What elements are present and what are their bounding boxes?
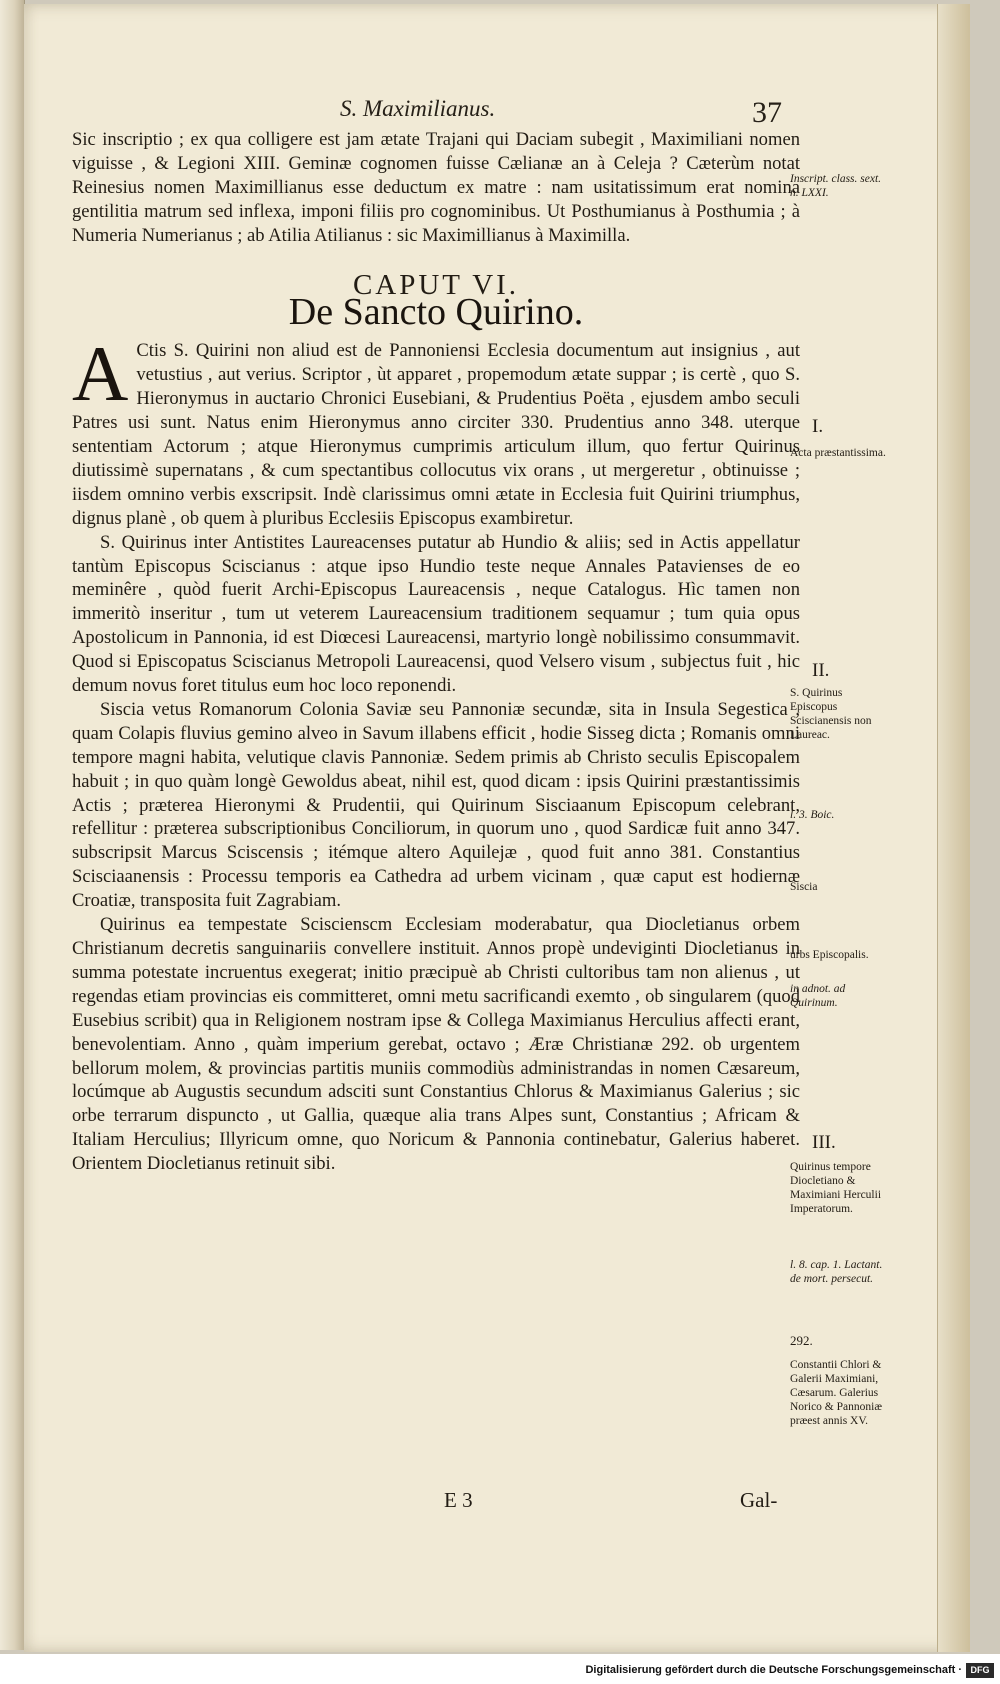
dfg-logo: DFG bbox=[966, 1663, 994, 1678]
section-number-3: III. bbox=[812, 1132, 836, 1153]
section-number-1: I. bbox=[812, 416, 824, 437]
page-number: 37 bbox=[752, 96, 782, 129]
paragraph-2: S. Quirinus inter Antistites Laureacenses putatur ab Hundio & aliis; sed in Actis appellatur tantùm Episcopus Sciscianus : atque ipso Hundio teste neque Annales Patavienses de eo meminêre , quòd fuerit Archi-Episcopus Laureacensis , neque Catalogus. Hìc tamen non immeritò inseritur , tum ut veterem Laureacensium traditionem sequamur ; tum quia opus Apostolicum in Pannonia, id est Diœcesi Laureacensi, martyrio longè nobilissimo consummavit. Quod si Episcopatus Sciscianus Metropoli Laureacensi, quod Velsero visum , subjectus fuit , hic demum novus foret titulus eum hoc loco reponendi. bbox=[72, 531, 800, 697]
signature-mark: E 3 bbox=[444, 1488, 473, 1512]
chapter-number: CAPUT VI. bbox=[352, 268, 520, 301]
margin-note-urbs: urbs Episcopalis. bbox=[790, 949, 869, 961]
margin-note-diocletian: Quirinus tempore Diocletiano & Maximiani Herculii Imperatorum. bbox=[790, 1161, 882, 1215]
credit-bar bbox=[0, 1654, 1000, 1684]
page-edge bbox=[937, 4, 970, 1652]
book-spine bbox=[0, 0, 25, 1650]
catchword: Gal- bbox=[740, 1488, 778, 1512]
main-text bbox=[72, 128, 800, 1176]
margin-note-quirinus: S. Quirinus Episcopus Sciscianensis non Laureac. bbox=[790, 687, 872, 741]
margin-note-year: 292. bbox=[790, 1333, 813, 1348]
paragraph-1 bbox=[72, 330, 800, 530]
credit-text: Digitalisierung gefördert durch die Deutsche Forschungsgemeinschaft · bbox=[585, 1664, 962, 1676]
intro-paragraph: Sic inscriptio ; ex qua colligere est jam ætate Trajani qui Daciam subegit , Maximiliani nomen viguisse , & Legioni XIII. Geminæ cognomen fuisse Cælianæ an à Celeja ? Cæterùm notat Reinesius nomen Maximillianus esse deductum ex matre : nam usitatissimum erat nomina gentilitia matrum sed inflexa, imponi filiis pro cognominibus. Ut Posthumianus à Posthumia ; à Numeria Numerianus ; ab Atilia Atilianus : sic Maximillianus à Maximilla. bbox=[72, 129, 800, 246]
margin-note-lactant: l. 8. cap. 1. Lactant. de mort. persecut. bbox=[790, 1259, 883, 1285]
margin-note-inscript: Inscript. class. sext. n. LXXI. bbox=[790, 173, 882, 199]
margin-note-siscia: Siscia bbox=[790, 881, 818, 893]
paragraph-3: Siscia vetus Romanorum Colonia Saviæ seu Pannoniæ secundæ, sita in Insula Segestica , quam Colapis fluvius gemino alveo in Savum illabens efficit , hodie Sisseg dicta ; Romanis omni tempore magni habita, velutique clavis Pannoniæ. Sedem primis ab Christo seculis Episcopalem habuit ; in quo quàm longè Gewoldus abeat, nihil est, quod dicam : ipsis Quirini præstantissimis Actis ; præterea Hieronymi & Prudentii, qui Quirinum Sisciaanum Episcopum celebrant, refellitur : præterea subscriptionibus Conciliorum, in quorum uno , quod Sardicæ fuit anno 347. subscripsit Marcus Sciscensis ; itémque altero Aquilejæ , quod fuit anno 381. Constantius Scisciaanensis : Processu temporis ea Cathedra ad urbem vicinam , quæ caput est hodiernæ Croatiæ, transposita fuit Zagrabiam. bbox=[72, 698, 800, 912]
margin-note-constantii: Constantii Chlori & Galerii Maximiani, Cæsarum. Galerius Norico & Pannoniæ præest annis XV. bbox=[790, 1359, 882, 1427]
paragraph-1-text: Ctis S. Quirini non aliud est de Pannoniensi Ecclesia documentum aut insignius , aut vetustius , aut verius. Scriptor , ùt apparet , propemodum ætate suppar ; is certè , quo S. Hieronymus in auctario Chronici Eusebiani, & Prudentius Poëta , ejusdem ambo seculi Patres usi sunt. Natus enim Hieronymus anno circiter 330. Prudentius anno 348. uterque sententiam Actorum ; atque Hieronymus cumprimis articulum illum, quo fertur Quirinus diutissimè supernatans , & cum spectantibus collocutus vix orans , ut mergeretur , obtinuisse ; iisdem omnino verbis exscripsit. Indè clarissimus omni ætate in Ecclesia fuit Quirini triumphus, dignus planè , ob quem à pluribus Ecclesiis Episcopus exambiretur. bbox=[72, 340, 800, 529]
margin-note-acta: Acta præstantissima. bbox=[790, 447, 886, 459]
drop-cap: A bbox=[72, 330, 129, 418]
margin-note-adnot: in adnot. ad Quirinum. bbox=[790, 983, 846, 1009]
margin-note-boic: l. 3. Boic. bbox=[790, 809, 835, 821]
chapter-title: De Sancto Quirino. bbox=[288, 291, 584, 334]
running-head: S. Maximilianus. bbox=[340, 96, 496, 121]
paragraph-4: Quirinus ea tempestate Sciscienscm Ecclesiam moderabatur, qua Diocletianus orbem Christianum decretis sanguinariis convellere instituit. Annos propè undeviginti Diocletianus in summa potestate incruentus exegerat; initio præcipuè ab Christi cultoribus tam non alienus , ut regendas etiam provincias eis committeret, omni metu sacrificandi exemto , ob singularem (quod Eusebius scribit) qua in Religionem nostram ipse & Collega Maximianus Herculius affecti erant, benevolentiam. Anno , quàm imperium gerebat, octavo ; Æræ Christianæ 292. ob urgentem bellorum molem, & provincias partitis muniis commodiùs administrandas in nomen Cæsareum, locúmque ab Augustis secundum adsciti sunt Constantius Chlorus & Maximianus Galerius ; sic orbe terrarum dispuncto , ut Gallia, quæque alia trans Alpes sunt, Constantius ; Africam & Italiam Herculius; Illyricum omne, quo Noricum & Pannonia continebatur, Galerius haberet. Orientem Diocletianus retinuit sibi. bbox=[72, 914, 800, 1175]
section-number-2: II. bbox=[812, 660, 830, 681]
